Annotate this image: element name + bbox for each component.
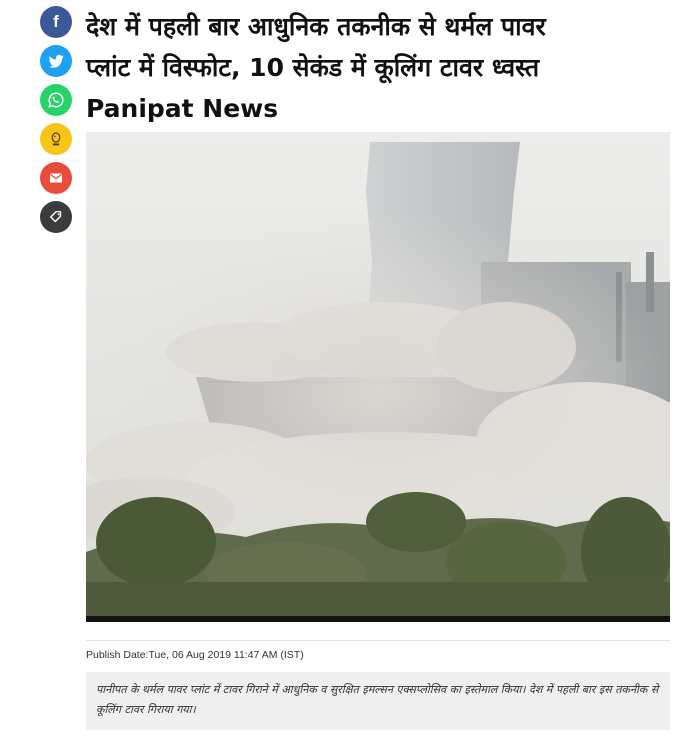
facebook-icon: f — [53, 12, 59, 31]
cooling-tower-demolition-photo — [86, 132, 670, 616]
headline-line-1: देश में पहली बार आधुनिक तकनीक से थर्मल पावर — [86, 12, 546, 41]
koo-share-button[interactable] — [40, 123, 72, 155]
hero-image — [86, 132, 670, 622]
article-summary: पानीपत के थर्मल पावर प्लांट में टावर गिराने में आधुनिक व सुरक्षित इमल्सन एक्सप्लोसिव का इस्तेमाल किया। देश में पहली बार इस तकनीक से कूलिंग टावर गिराया गया। — [86, 672, 670, 730]
twitter-share-button[interactable] — [40, 45, 72, 77]
share-rail — [40, 6, 72, 240]
koo-icon — [47, 130, 65, 148]
mail-icon — [47, 169, 65, 187]
whatsapp-share-button[interactable] — [40, 84, 72, 116]
whatsapp-icon — [47, 91, 65, 109]
article-headline — [86, 6, 686, 129]
divider — [86, 640, 670, 641]
facebook-share-button[interactable] — [40, 6, 72, 38]
headline-line-3: Panipat News — [86, 94, 279, 123]
email-share-button[interactable] — [40, 162, 72, 194]
headline-line-2: प्लांट में विस्फोट, 10 सेकंड में कूलिंग टावर ध्वस्त — [86, 53, 540, 82]
tag-share-button[interactable] — [40, 201, 72, 233]
publish-date: Publish Date:Tue, 06 Aug 2019 11:47 AM (IST) — [86, 649, 304, 661]
tag-icon — [47, 208, 65, 226]
twitter-icon — [47, 52, 65, 70]
